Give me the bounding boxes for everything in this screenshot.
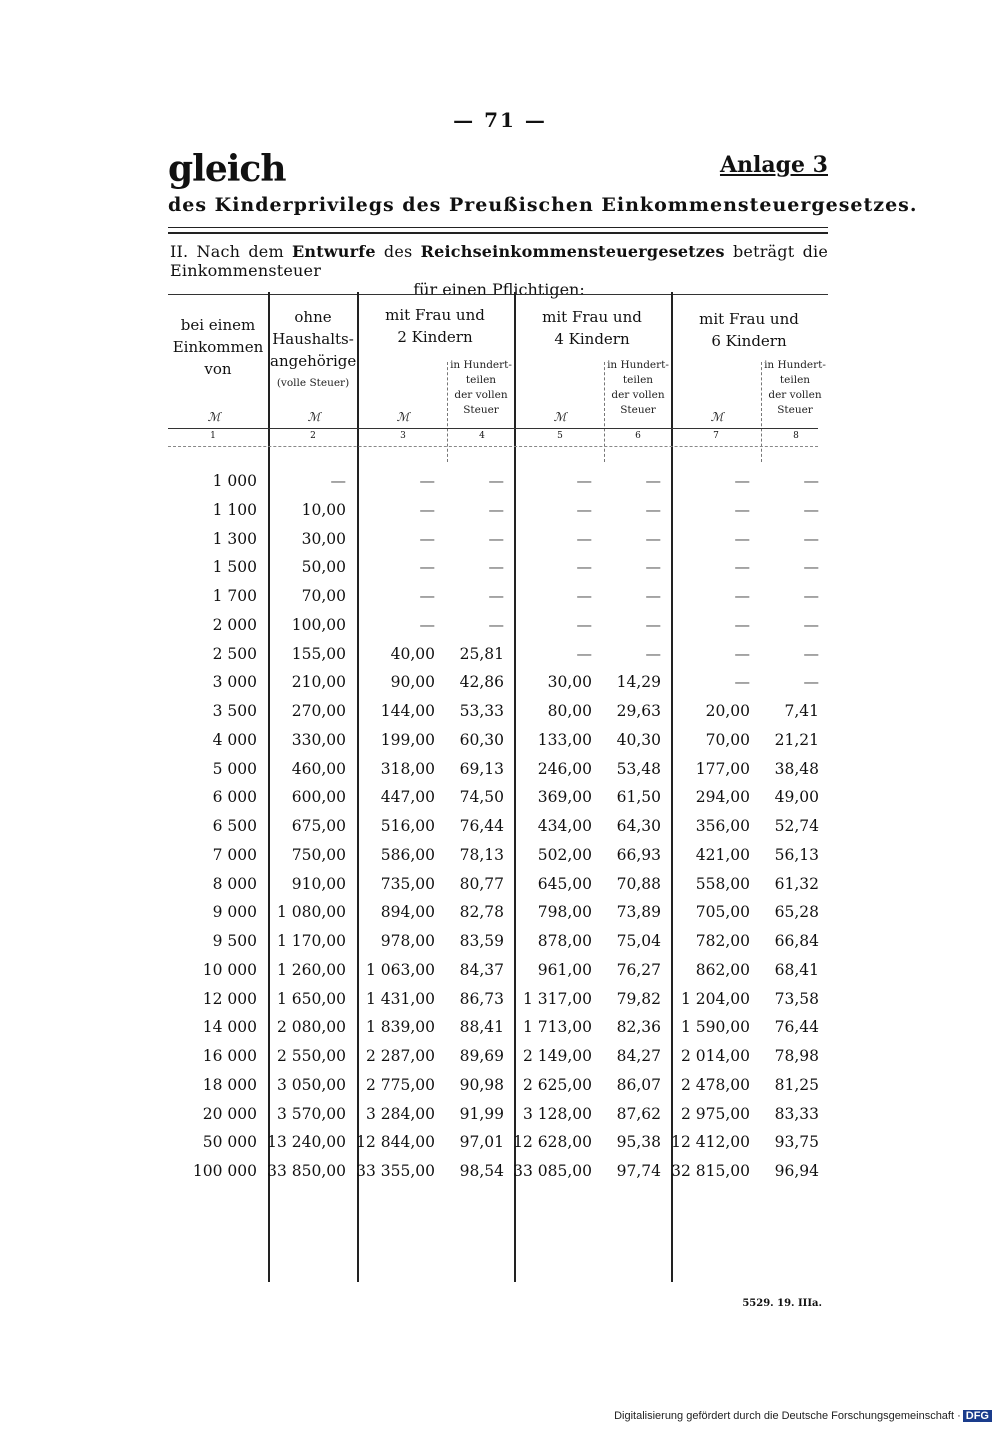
table-cell: — (419, 472, 435, 490)
table-row-income: 6 000 (212, 788, 257, 806)
unit-label: ℳ (207, 410, 221, 424)
unit-label: ℳ (710, 410, 724, 424)
table-cell: 421,00 (695, 846, 750, 864)
table-cell: 49,00 (774, 788, 819, 806)
table-cell: 80,00 (547, 702, 592, 720)
table-cell: 1 650,00 (276, 990, 346, 1008)
table-cell: 87,62 (616, 1105, 661, 1123)
funding-text: Digitalisierung gefördert durch die Deutsche Forschungsgemeinschaft · (614, 1410, 961, 1422)
table-cell: 2 287,00 (365, 1047, 435, 1065)
table-row-income: 2 500 (212, 645, 257, 663)
table-cell: 177,00 (695, 760, 750, 778)
page-number: — 71 — (453, 108, 547, 132)
table-cell: 25,81 (459, 645, 504, 663)
table-cell: 90,00 (390, 673, 435, 691)
table-cell: 78,98 (774, 1047, 819, 1065)
table-cell: 86,73 (459, 990, 504, 1008)
header-line: Steuer (463, 404, 499, 416)
table-cell: 30,00 (547, 673, 592, 691)
table-cell: 3 050,00 (276, 1076, 346, 1094)
table-cell: 356,00 (695, 817, 750, 835)
table-cell: 56,13 (774, 846, 819, 864)
column-number: 3 (400, 431, 406, 441)
table-cell: — (803, 587, 819, 605)
subtitle: des Kinderprivilegs des Preußischen Einkommensteuergesetzes. (168, 194, 918, 216)
table-cell: — (576, 587, 592, 605)
table-cell: 12 628,00 (513, 1133, 592, 1151)
table-cell: — (803, 673, 819, 691)
table-cell: 318,00 (380, 760, 435, 778)
table-cell: 32 815,00 (671, 1162, 750, 1180)
table-cell: 12 412,00 (671, 1133, 750, 1151)
intro-text (170, 242, 828, 299)
header-line: 6 Kindern (711, 332, 787, 350)
table-cell: — (645, 501, 661, 519)
table-cell: 84,37 (459, 961, 504, 979)
table-row-income: 12 000 (202, 990, 257, 1008)
table-cell: — (803, 501, 819, 519)
table-cell: 1 170,00 (276, 932, 346, 950)
table-cell: 1 431,00 (365, 990, 435, 1008)
table-cell: 1 317,00 (522, 990, 592, 1008)
table-cell: 2 625,00 (522, 1076, 592, 1094)
header-line: teilen (465, 374, 497, 386)
table-cell: — (734, 645, 750, 663)
intro-pre: II. Nach dem (170, 242, 293, 261)
unit-label: ℳ (307, 410, 321, 424)
table-cell: — (803, 616, 819, 634)
subcolumn-divider (761, 362, 762, 462)
table-cell: 82,78 (459, 903, 504, 921)
table-cell: 61,32 (774, 875, 819, 893)
table-cell: 14,29 (616, 673, 661, 691)
table-cell: 460,00 (291, 760, 346, 778)
table-cell: 30,00 (301, 530, 346, 548)
table-cell: 33 850,00 (267, 1162, 346, 1180)
table-cell: 53,48 (616, 760, 661, 778)
table-cell: 89,69 (459, 1047, 504, 1065)
table-cell: 645,00 (537, 875, 592, 893)
table-cell: 3 284,00 (365, 1105, 435, 1123)
table-cell: — (645, 558, 661, 576)
header-income (172, 314, 264, 380)
table-cell: 3 570,00 (276, 1105, 346, 1123)
funding-banner (614, 1410, 992, 1422)
table-cell: — (330, 472, 346, 490)
column-number: 2 (310, 431, 316, 441)
table-cell: 516,00 (380, 817, 435, 835)
table-cell: 2 080,00 (276, 1018, 346, 1036)
header-group-6-children (674, 308, 824, 352)
table-cell: 79,82 (616, 990, 661, 1008)
table-cell: 2 775,00 (365, 1076, 435, 1094)
table-cell: — (419, 530, 435, 548)
table-row-income: 1 700 (212, 587, 257, 605)
table-row-income: 3 500 (212, 702, 257, 720)
table-cell: — (576, 616, 592, 634)
table-cell: 88,41 (459, 1018, 504, 1036)
table-cell: 894,00 (380, 903, 435, 921)
table-cell: — (803, 530, 819, 548)
table-row-income: 1 100 (212, 501, 257, 519)
table-cell: 73,58 (774, 990, 819, 1008)
table-cell: 2 478,00 (680, 1076, 750, 1094)
table-cell: 70,00 (301, 587, 346, 605)
table-cell: 90,98 (459, 1076, 504, 1094)
header-line: angehörige (270, 352, 357, 370)
table-row-income: 9 500 (212, 932, 257, 950)
table-cell: 70,88 (616, 875, 661, 893)
table-cell: 70,00 (705, 731, 750, 749)
annex-label: Anlage 3 (719, 152, 828, 178)
table-cell: 100,00 (291, 616, 346, 634)
table-cell: 10,00 (301, 501, 346, 519)
table-cell: 65,28 (774, 903, 819, 921)
table-row-income: 1 000 (212, 472, 257, 490)
table-cell: 60,30 (459, 731, 504, 749)
table-cell: — (488, 472, 504, 490)
column-number: 6 (635, 431, 641, 441)
table-cell: 96,94 (774, 1162, 819, 1180)
table-cell: — (734, 587, 750, 605)
table-cell: 86,07 (616, 1076, 661, 1094)
header-line: 4 Kindern (554, 330, 630, 348)
table-cell: 40,00 (390, 645, 435, 663)
intro-line-1 (170, 242, 828, 280)
table-cell: 210,00 (291, 673, 346, 691)
table-cell: 83,33 (774, 1105, 819, 1123)
table-cell: 369,00 (537, 788, 592, 806)
table-cell: 33 085,00 (513, 1162, 592, 1180)
table-row-income: 100 000 (192, 1162, 257, 1180)
column-number: 5 (557, 431, 563, 441)
table-cell: — (803, 472, 819, 490)
column-number: 7 (713, 431, 719, 441)
table-row-income: 14 000 (202, 1018, 257, 1036)
header-line: in Hundert- (450, 359, 512, 371)
header-line: in Hundert- (764, 359, 826, 371)
table-row-income: 3 000 (212, 673, 257, 691)
table-cell: 2 550,00 (276, 1047, 346, 1065)
header-group-4-children (517, 306, 667, 350)
header-line: teilen (622, 374, 654, 386)
table-cell: 93,75 (774, 1133, 819, 1151)
table-row-income: 1 500 (212, 558, 257, 576)
header-line: Steuer (620, 404, 656, 416)
table-cell: — (419, 558, 435, 576)
intro-bold-2: Reichseinkommensteuergesetzes (420, 242, 725, 261)
column-number: 8 (793, 431, 799, 441)
table-cell: 40,30 (616, 731, 661, 749)
table-cell: 68,41 (774, 961, 819, 979)
table-cell: 83,59 (459, 932, 504, 950)
table-cell: 705,00 (695, 903, 750, 921)
column-number-rule (168, 446, 818, 447)
page-title: gleich (168, 148, 286, 190)
header-line: mit Frau und (542, 308, 642, 326)
table-cell: 1 260,00 (276, 961, 346, 979)
table-cell: 600,00 (291, 788, 346, 806)
header-line: der vollen (454, 389, 508, 401)
table-cell: 98,54 (459, 1162, 504, 1180)
table-row-income: 1 300 (212, 530, 257, 548)
table-cell: — (734, 530, 750, 548)
table-cell: 69,13 (459, 760, 504, 778)
header-rule-thick (168, 232, 828, 234)
table-cell: — (645, 472, 661, 490)
table-cell: 20,00 (705, 702, 750, 720)
table-cell: 2 014,00 (680, 1047, 750, 1065)
table-cell: 878,00 (537, 932, 592, 950)
table-cell: — (734, 472, 750, 490)
table-row-income: 4 000 (212, 731, 257, 749)
table-row-income: 8 000 (212, 875, 257, 893)
table-cell: 76,27 (616, 961, 661, 979)
table-cell: 38,48 (774, 760, 819, 778)
table-cell: — (645, 587, 661, 605)
table-cell: 735,00 (380, 875, 435, 893)
table-cell: 782,00 (695, 932, 750, 950)
table-cell: — (576, 558, 592, 576)
table-cell: 270,00 (291, 702, 346, 720)
table-cell: 675,00 (291, 817, 346, 835)
table-cell: 61,50 (616, 788, 661, 806)
table-cell: — (488, 501, 504, 519)
table-cell: 133,00 (537, 731, 592, 749)
header-line: mit Frau und (385, 306, 485, 324)
table-cell: 78,13 (459, 846, 504, 864)
table-row-income: 10 000 (202, 961, 257, 979)
table-cell: 910,00 (291, 875, 346, 893)
table-cell: 33 355,00 (356, 1162, 435, 1180)
table-cell: 12 844,00 (356, 1133, 435, 1151)
header-income-line: bei einem (180, 316, 256, 334)
table-row-income: 6 500 (212, 817, 257, 835)
table-row-income: 5 000 (212, 760, 257, 778)
table-cell: — (645, 616, 661, 634)
table-cell: — (488, 616, 504, 634)
header-line: 2 Kindern (397, 328, 473, 346)
table-cell: 502,00 (537, 846, 592, 864)
table-cell: 52,74 (774, 817, 819, 835)
table-cell: 75,04 (616, 932, 661, 950)
table-cell: — (734, 673, 750, 691)
table-row-income: 20 000 (202, 1105, 257, 1123)
table-cell: 29,63 (616, 702, 661, 720)
table-cell: — (488, 558, 504, 576)
header-no-dependents (270, 306, 356, 372)
table-cell: — (734, 616, 750, 634)
table-cell: — (803, 558, 819, 576)
table-cell: 91,99 (459, 1105, 504, 1123)
table-cell: 7,41 (784, 702, 819, 720)
table-cell: 97,74 (616, 1162, 661, 1180)
header-line: in Hundert- (607, 359, 669, 371)
table-cell: 2 149,00 (522, 1047, 592, 1065)
table-cell: — (734, 501, 750, 519)
table-row-income: 18 000 (202, 1076, 257, 1094)
table-cell: 558,00 (695, 875, 750, 893)
table-cell: 1 839,00 (365, 1018, 435, 1036)
table-cell: 199,00 (380, 731, 435, 749)
print-reference: 5529. 19. IIIa. (742, 1298, 822, 1309)
intro-mid: des (375, 242, 421, 261)
header-income-line: Einkommen (172, 338, 264, 356)
header-group-2-children (360, 304, 510, 348)
table-cell: 76,44 (774, 1018, 819, 1036)
table-cell: — (488, 587, 504, 605)
header-line: der vollen (611, 389, 665, 401)
table-cell: — (576, 472, 592, 490)
table-cell: 1 713,00 (522, 1018, 592, 1036)
header-line: Haushalts- (272, 330, 354, 348)
intro-post: beträgt die Einkommensteuer (170, 242, 828, 280)
table-cell: 50,00 (301, 558, 346, 576)
table-cell: 53,33 (459, 702, 504, 720)
subcolumn-divider (604, 362, 605, 462)
table-cell: 155,00 (291, 645, 346, 663)
table-cell: 330,00 (291, 731, 346, 749)
column-number: 4 (479, 431, 485, 441)
header-line: der vollen (768, 389, 822, 401)
header-rule (168, 227, 828, 228)
table-cell: — (576, 645, 592, 663)
table-cell: 798,00 (537, 903, 592, 921)
table-cell: 1 204,00 (680, 990, 750, 1008)
table-cell: 73,89 (616, 903, 661, 921)
table-row-income: 50 000 (202, 1133, 257, 1151)
table-row-income: 9 000 (212, 903, 257, 921)
table-cell: — (419, 587, 435, 605)
table-cell: 246,00 (537, 760, 592, 778)
intro-line-2: für einen Pflichtigen: (413, 280, 585, 299)
table-cell: — (576, 501, 592, 519)
header-line: Steuer (777, 404, 813, 416)
table-cell: 81,25 (774, 1076, 819, 1094)
header-percent-note (450, 358, 512, 418)
table-cell: 21,21 (774, 731, 819, 749)
table-cell: 76,44 (459, 817, 504, 835)
header-line: teilen (779, 374, 811, 386)
unit-label: ℳ (396, 410, 410, 424)
table-cell: 3 128,00 (522, 1105, 592, 1123)
table-cell: 13 240,00 (267, 1133, 346, 1151)
table-cell: 434,00 (537, 817, 592, 835)
table-cell: 294,00 (695, 788, 750, 806)
table-cell: 2 975,00 (680, 1105, 750, 1123)
header-percent-note (607, 358, 669, 418)
table-cell: 66,84 (774, 932, 819, 950)
header-income-line: von (204, 360, 232, 378)
table-cell: — (488, 530, 504, 548)
subcolumn-divider (447, 362, 448, 462)
table-cell: 862,00 (695, 961, 750, 979)
table-cell: 447,00 (380, 788, 435, 806)
table-cell: 961,00 (537, 961, 592, 979)
header-full-tax-note: (volle Steuer) (276, 377, 350, 389)
header-bottom-rule (168, 428, 818, 429)
column-number: 1 (210, 431, 216, 441)
table-cell: — (419, 616, 435, 634)
table-row-income: 7 000 (212, 846, 257, 864)
table-cell: 586,00 (380, 846, 435, 864)
table-cell: 42,86 (459, 673, 504, 691)
table-cell: 97,01 (459, 1133, 504, 1151)
table-cell: 1 590,00 (680, 1018, 750, 1036)
table-cell: — (645, 530, 661, 548)
table-top-rule (168, 294, 828, 295)
table-cell: 64,30 (616, 817, 661, 835)
table-cell: 978,00 (380, 932, 435, 950)
table-cell: — (734, 558, 750, 576)
dfg-logo: DFG (963, 1410, 992, 1422)
table-cell: — (576, 530, 592, 548)
intro-bold-1: Entwurfe (292, 242, 376, 261)
header-line: mit Frau und (699, 310, 799, 328)
table-cell: 66,93 (616, 846, 661, 864)
table-cell: 82,36 (616, 1018, 661, 1036)
header-percent-note (764, 358, 826, 418)
table-cell: — (419, 501, 435, 519)
table-cell: 84,27 (616, 1047, 661, 1065)
table-cell: — (803, 645, 819, 663)
unit-label: ℳ (553, 410, 567, 424)
table-cell: 750,00 (291, 846, 346, 864)
table-cell: 80,77 (459, 875, 504, 893)
table-cell: 144,00 (380, 702, 435, 720)
header-line: ohne (294, 308, 332, 326)
table-cell: — (645, 645, 661, 663)
table-cell: 95,38 (616, 1133, 661, 1151)
table-row-income: 16 000 (202, 1047, 257, 1065)
table-cell: 1 063,00 (365, 961, 435, 979)
table-cell: 74,50 (459, 788, 504, 806)
table-row-income: 2 000 (212, 616, 257, 634)
table-cell: 1 080,00 (276, 903, 346, 921)
